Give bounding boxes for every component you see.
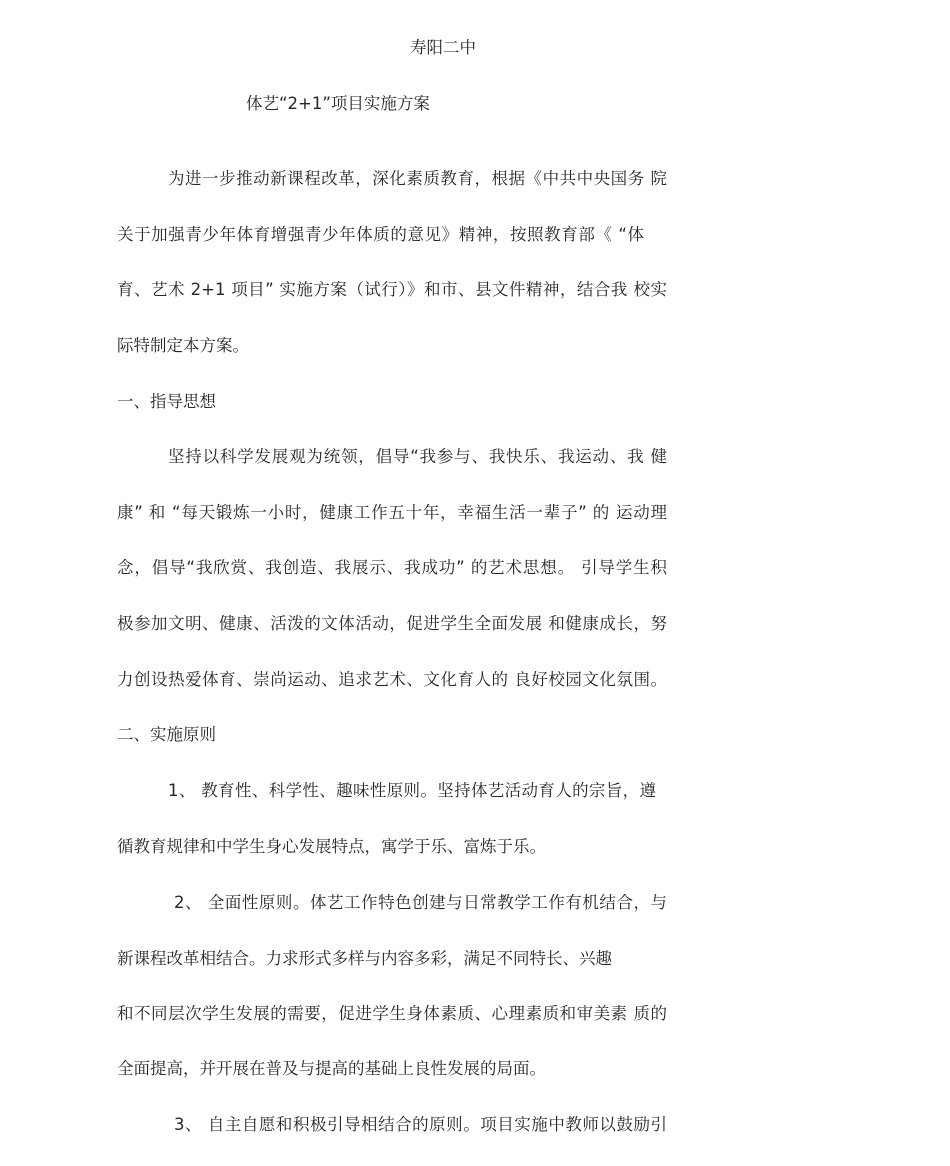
paragraph-line: 际特制定本方案。 [117,336,249,355]
section-heading: 一、指导思想 [117,392,216,411]
paragraph-line: 1、 教育性、科学性、趣味性原则。坚持体艺活动育人的宗旨，遵 [168,781,656,800]
paragraph-line: 念，倡导“我欣赏、我创造、我展示、我成功” 的艺术思想。 引导学生积 [117,558,667,577]
document-title: 体艺“2+1”项目实施方案 [246,94,430,113]
paragraph-line: 和不同层次学生发展的需要，促进学生身体素质、心理素质和审美素 质的 [117,1004,667,1023]
paragraph-line: 康” 和 “每天锻炼一小时，健康工作五十年，幸福生活一辈子” 的 运动理 [117,503,667,522]
paragraph-line: 全面提高，并开展在普及与提高的基础上良性发展的局面。 [117,1059,546,1078]
paragraph-line: 循教育规律和中学生身心发展特点，寓学于乐、富炼于乐。 [117,837,546,856]
section-heading: 二、实施原则 [117,725,216,744]
paragraph-line: 新课程改革相结合。力求形式多样与内容多彩，满足不同特长、兴趣 [117,949,612,968]
paragraph-line: 2、 全面性原则。体艺工作特色创建与日常教学工作有机结合，与 [174,893,667,912]
paragraph-line: 育、艺术 2+1 项目” 实施方案（试行）》和市、县文件精神，结合我 校实 [117,280,667,299]
paragraph-line: 坚持以科学发展观为统领，倡导“我参与、我快乐、我运动、我 健 [168,447,667,466]
school-name: 寿阳二中 [410,38,476,57]
paragraph-line: 关于加强青少年体育增强青少年体质的意见》精神，按照教育部《 “体 [117,225,644,244]
paragraph-line: 力创设热爱体育、崇尚运动、追求艺术、文化育人的 良好校园文化氛围。 [117,670,667,689]
paragraph-line: 3、 自主自愿和积极引导相结合的原则。项目实施中教师以鼓励引 [174,1115,667,1134]
paragraph-line: 为进一步推动新课程改革，深化素质教育，根据《中共中央国务 院 [168,169,667,188]
paragraph-line: 极参加文明、健康、活泼的文体活动，促进学生全面发展 和健康成长，努 [117,614,667,633]
